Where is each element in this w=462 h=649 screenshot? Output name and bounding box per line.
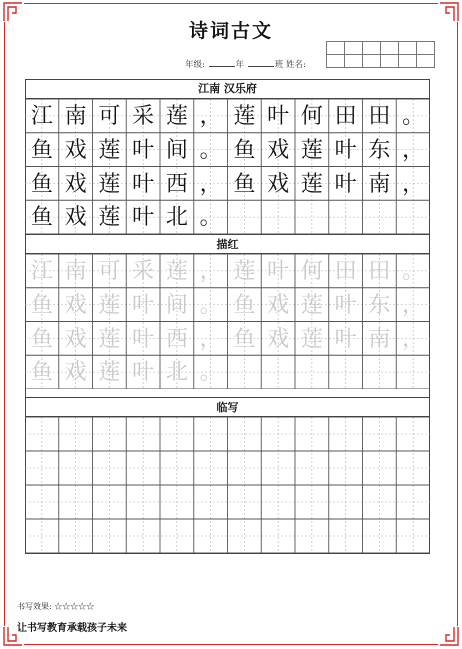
poem-char: 莲 — [300, 137, 323, 163]
trace-char: 鱼 — [233, 292, 256, 318]
poem-char: 田 — [334, 104, 357, 129]
page-title: 诗词古文 — [188, 20, 273, 42]
trace-char: 戏 — [267, 326, 290, 352]
trace-char: 莲 — [165, 259, 188, 284]
poem-char: 何 — [300, 104, 323, 129]
poem-char: 莲 — [98, 171, 121, 197]
poem-char: 。 — [199, 137, 222, 163]
trace-char: 鱼 — [30, 360, 53, 386]
footer-slogan: 让书写教育承载孩子未来 — [17, 623, 127, 634]
name-box-cell[interactable] — [362, 41, 381, 55]
trace-char: 莲 — [233, 259, 256, 284]
name-label: 姓名: — [286, 60, 306, 70]
poem-grid — [25, 99, 430, 234]
name-box-cell[interactable] — [416, 41, 435, 55]
trace-char: 叶 — [132, 326, 155, 352]
trace-heading: 描红 — [25, 234, 430, 254]
copy-grid[interactable] — [25, 417, 430, 553]
poem-char: 戏 — [64, 137, 87, 163]
poem-char: ， — [402, 137, 425, 163]
poem-char: 南 — [368, 171, 391, 197]
trace-char: 。 — [199, 360, 222, 386]
trace-char: 莲 — [98, 292, 121, 318]
trace-char: 江 — [30, 259, 53, 284]
poem-char: 田 — [368, 104, 391, 129]
student-info-line — [185, 58, 306, 70]
poem-char: 鱼 — [30, 137, 53, 163]
writing-rating: 书写效果: ☆☆☆☆☆ — [17, 602, 95, 611]
grade-blank[interactable] — [209, 66, 235, 67]
poem-char: 叶 — [132, 171, 155, 197]
poem-char: 叶 — [267, 104, 290, 129]
trace-char: 戏 — [64, 360, 87, 386]
grade-label: 年级: — [185, 60, 205, 70]
trace-char: 叶 — [267, 259, 290, 284]
poem-char: 鱼 — [233, 137, 256, 163]
poem-char: ， — [199, 171, 222, 197]
trace-char: 何 — [300, 259, 323, 284]
trace-char: 南 — [368, 326, 391, 352]
frame-bottom-line — [24, 644, 438, 645]
trace-char: 。 — [199, 292, 222, 318]
poem-char: 可 — [98, 104, 121, 129]
trace-char: 采 — [132, 259, 155, 284]
name-box-cell[interactable] — [362, 54, 381, 68]
poem-char: 南 — [64, 104, 87, 129]
trace-char: 东 — [368, 292, 391, 318]
trace-char: 可 — [98, 259, 121, 284]
name-box-grid[interactable] — [326, 41, 434, 67]
trace-char: 鱼 — [30, 292, 53, 318]
trace-char: 北 — [165, 360, 188, 386]
name-box-cell[interactable] — [344, 54, 363, 68]
poem-char: 北 — [165, 205, 188, 231]
poem-char: 戏 — [267, 137, 290, 163]
poem-char: 采 — [132, 104, 155, 129]
poem-char: ， — [402, 171, 425, 197]
frame-left-line — [4, 22, 5, 626]
poem-char: 鱼 — [30, 171, 53, 197]
name-box-cell[interactable] — [416, 54, 435, 68]
poem-char: 间 — [165, 137, 188, 163]
corner-ornament-bottom-right — [440, 627, 460, 647]
trace-char: 莲 — [98, 326, 121, 352]
name-box-cell[interactable] — [326, 54, 345, 68]
poem-char: 鱼 — [233, 171, 256, 197]
poem-char: 戏 — [64, 171, 87, 197]
poem-char: 叶 — [334, 171, 357, 197]
trace-char: 莲 — [300, 292, 323, 318]
trace-char: 田 — [334, 259, 357, 284]
trace-char: 戏 — [267, 292, 290, 318]
frame-right-line — [457, 22, 458, 626]
trace-char: 莲 — [98, 360, 121, 386]
name-box-cell[interactable] — [326, 41, 345, 55]
poem-char: 戏 — [64, 205, 87, 231]
trace-char: 。 — [402, 259, 425, 284]
year-label: 年 — [235, 60, 245, 70]
class-label: 班 — [274, 60, 284, 70]
poem-char: 莲 — [98, 137, 121, 163]
poem-char: 。 — [402, 104, 425, 129]
poem-char: 叶 — [132, 137, 155, 163]
frame-top-line — [24, 3, 438, 4]
trace-char: 西 — [165, 326, 188, 352]
poem-char: 西 — [165, 171, 188, 197]
poem-char: 鱼 — [30, 205, 53, 231]
trace-char: 叶 — [132, 292, 155, 318]
poem-char: 东 — [368, 137, 391, 163]
name-box-cell[interactable] — [344, 41, 363, 55]
trace-grid — [25, 254, 430, 389]
trace-char: ， — [402, 292, 425, 318]
class-blank[interactable] — [248, 66, 274, 67]
copy-heading: 临写 — [25, 397, 430, 417]
poem-char: ， — [199, 104, 222, 129]
poem-char: 莲 — [233, 104, 256, 129]
trace-char: 叶 — [334, 292, 357, 318]
name-box-cell[interactable] — [398, 54, 417, 68]
name-box-cell[interactable] — [398, 41, 417, 55]
trace-char: 戏 — [64, 292, 87, 318]
trace-char: 田 — [368, 259, 391, 284]
poem-char: 莲 — [98, 205, 121, 231]
trace-char: 戏 — [64, 326, 87, 352]
trace-char: 鱼 — [233, 326, 256, 352]
poem-char: 戏 — [267, 171, 290, 197]
poem-char: 莲 — [300, 171, 323, 197]
trace-char: ， — [199, 259, 222, 284]
trace-char: ， — [199, 326, 222, 352]
name-box-cell[interactable] — [380, 54, 399, 68]
trace-char: ， — [402, 326, 425, 352]
tian-grid-lines — [25, 417, 430, 553]
trace-char: 叶 — [132, 360, 155, 386]
trace-char: 间 — [165, 292, 188, 318]
trace-char: 南 — [64, 259, 87, 284]
poem-char: 。 — [199, 205, 222, 231]
poem-heading: 江南 汉乐府 — [25, 79, 430, 99]
trace-char: 莲 — [300, 326, 323, 352]
poem-char: 莲 — [165, 104, 188, 129]
name-box-cell[interactable] — [380, 41, 399, 55]
poem-char: 江 — [30, 104, 53, 129]
poem-char: 叶 — [334, 137, 357, 163]
trace-char: 鱼 — [30, 326, 53, 352]
poem-char: 叶 — [132, 205, 155, 231]
trace-char: 叶 — [334, 326, 357, 352]
